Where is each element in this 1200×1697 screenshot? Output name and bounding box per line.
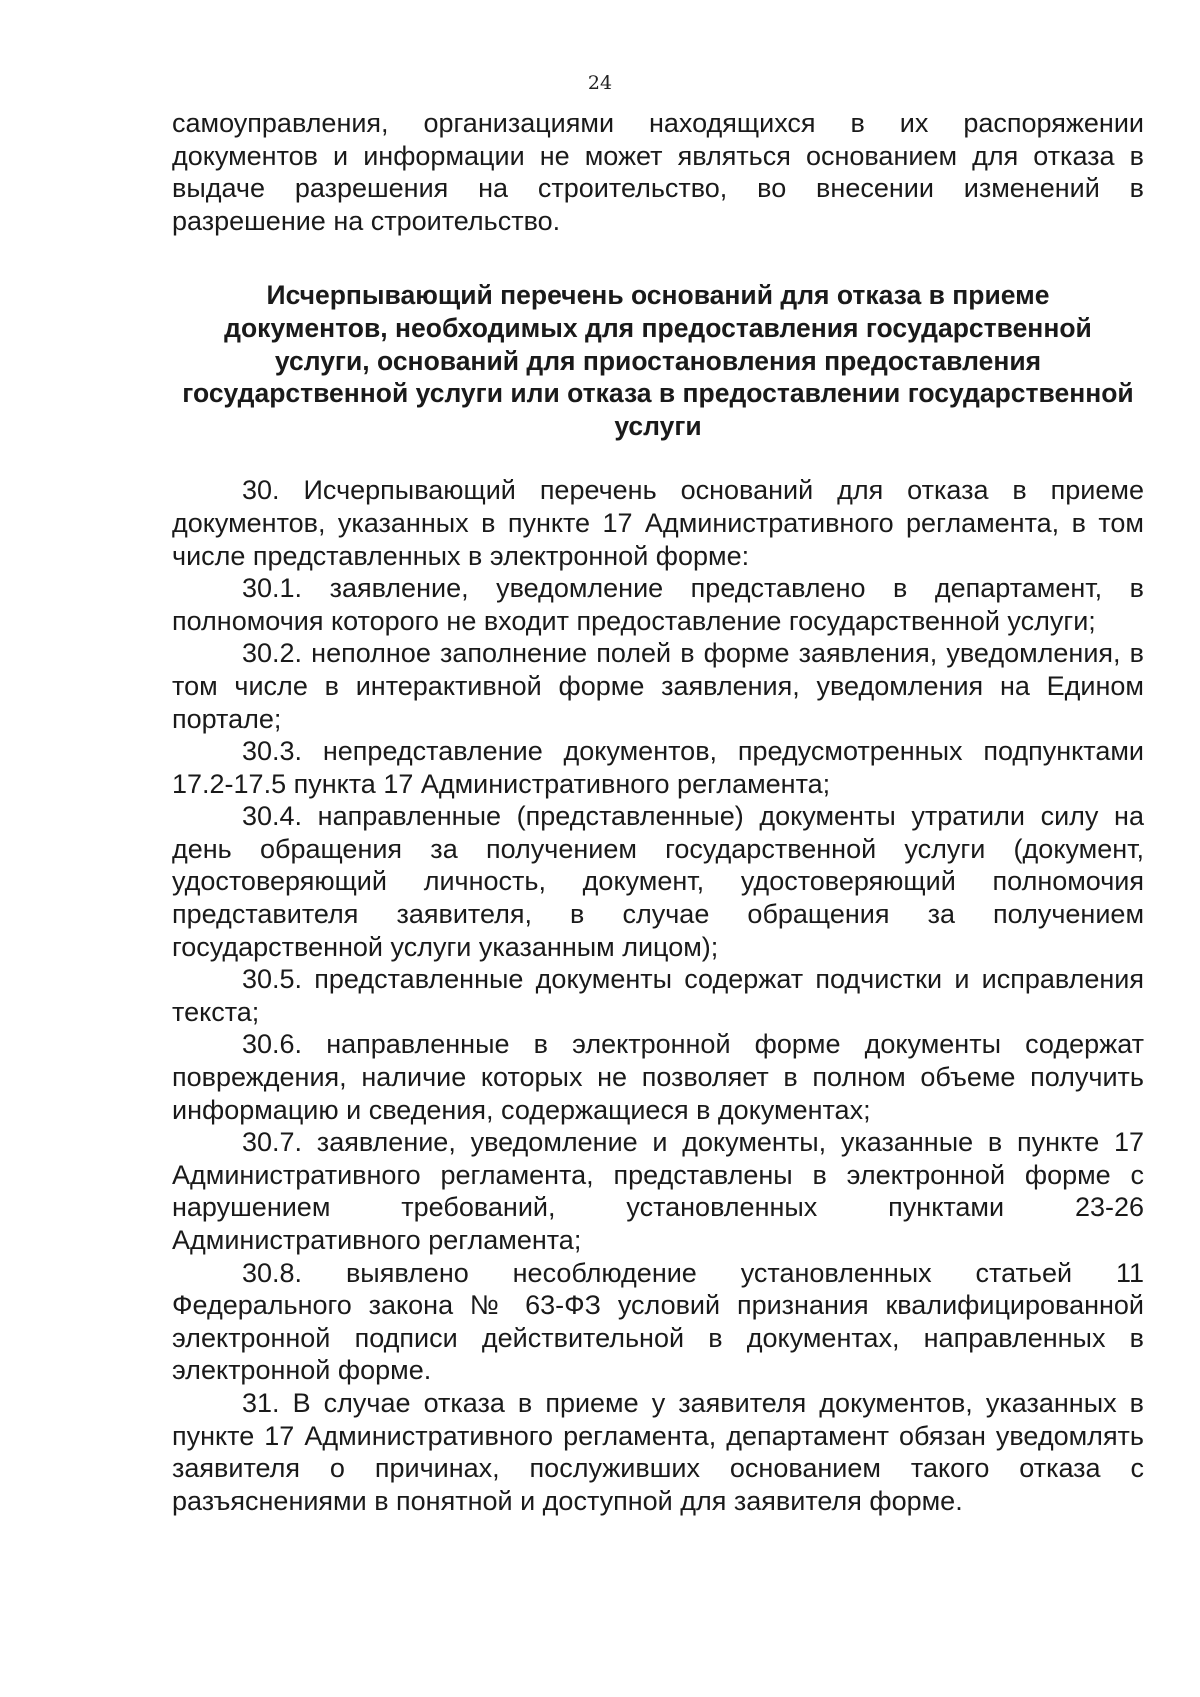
paragraph-30-4: 30.4. направленные (представленные) документы утратили силу на день обращения за получением государственной услуги (документ, удостоверяющий личность, документ, удостоверяющий полномочия представителя заявителя, в случае обращения за получением государственной услуги указанным лицом); [172,801,1144,962]
paragraph-30-1: 30.1. заявление, уведомление представлено в департамент, в полномочия которого не входит предоставление государственной услуги; [172,573,1144,636]
paragraph-30-2: 30.2. неполное заполнение полей в форме заявления, уведомления, в том числе в интерактивной форме заявления, уведомления на Едином портале; [172,638,1144,734]
paragraph-30-7: 30.7. заявление, уведомление и документы, указанные в пункте 17 Административного регламента, представлены в электронной форме с нарушением требований, установленных пунктами 23-26 Административного регламента; [172,1127,1144,1255]
paragraph-30-5: 30.5. представленные документы содержат подчистки и исправления текста; [172,964,1144,1027]
paragraph-30-3: 30.3. непредставление документов, предусмотренных подпунктами 17.2-17.5 пункта 17 Административного регламента; [172,736,1144,799]
document-body [172,107,1144,1517]
section-heading: Исчерпывающий перечень оснований для отказа в приеме документов, необходимых для предоставления государственной услуги, оснований для приостановления предоставления государственной услуги или отказа в предоставлении государственной услуги [182,280,1134,441]
paragraph-30: 30. Исчерпывающий перечень оснований для отказа в приеме документов, указанных в пункте 17 Административного регламента, в том числе представленных в электронной форме: [172,475,1144,571]
page-number: 24 [587,72,613,94]
paragraph-31: 31. В случае отказа в приеме у заявителя документов, указанных в пункте 17 Административного регламента, департамент обязан уведомлять заявителя о причинах, послуживших основанием такого отказа с разъяснениями в понятной и доступной для заявителя форме. [172,1387,1144,1516]
paragraph-30-8: 30.8. выявлено несоблюдение установленных статьей 11 Федерального закона № 63-ФЗ условий признания квалифицированной электронной подписи действительной в документах, направленных в электронной форме. [172,1257,1144,1386]
paragraph-30-6: 30.6. направленные в электронной форме документы содержат повреждения, наличие которых не позволяет в полном объеме получить информацию и сведения, содержащиеся в документах; [172,1029,1144,1125]
intro-paragraph: самоуправления, организациями находящихся в их распоряжении документов и информации не может являться основанием для отказа в выдаче разрешения на строительство, во внесении изменений в разрешение на строительство. [172,108,1144,236]
